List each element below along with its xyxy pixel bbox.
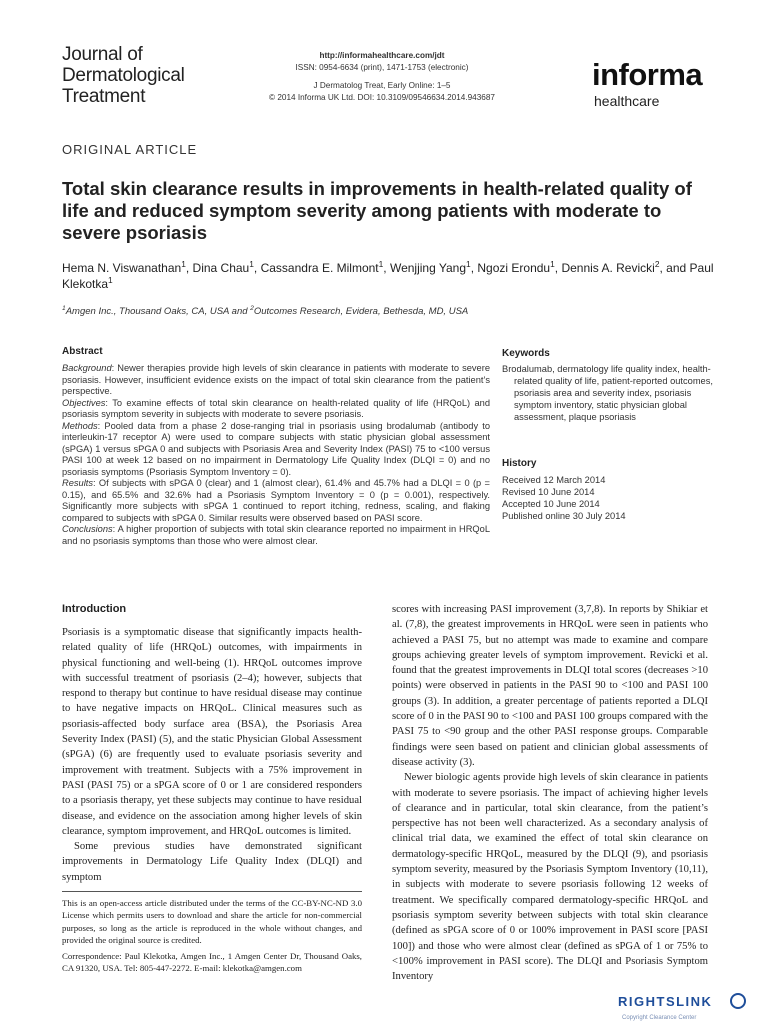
author-name: Cassandra E. Milmont: [260, 261, 379, 275]
abstract-section-text: : Pooled data from a phase 2 dose-ranging trial in psoriasis using brodalumab (antibody to interleukin-17 receptor A) were used to compare subjects with static physician global assessment (sPGA) 1 versus sPGA 0 and subjects with Psoriasis Area and Severity Index (PASI) 75 to <100 versus PASI 100 at week 12 based on no impairment in Dermatology Life Quality Index (DLQI = 0) and no psoriasis symptoms (Psoriasis Symptom Inventory = 0).: [62, 420, 490, 477]
author-name: Paul Klekotka: [62, 261, 714, 291]
abstract-section: [62, 524, 490, 547]
affiliation-text: Outcomes Research, Evidera, Bethesda, MD, USA: [253, 306, 469, 317]
rightslink-ring-icon: [731, 994, 745, 1008]
body-paragraph: scores with increasing PASI improvement (3,7,8). In reports by Shikiar et al. (7,8), the greatest improvements in HRQoL were seen in patients who achieved a PASI 75, but no attempt was made to examine and compare groups achieving greater levels of symptom improvement. Revicki et al. found that the greatest improvements in DLQI total scores (decreases >10 points) were observed in patients in the PASI 90 to <100 and PASI 100 groups (3). In addition, a greater percentage of patients reported a DLQI score of 0 in the PASI 90 to <100 and PASI 100 groups compared with the PASI 75 to <90 group and the other PASI response groups. Comparable findings were seen based on patient and clinician global assessments of disease activity (3).: [392, 604, 708, 768]
abstract-heading: Abstract: [62, 346, 103, 357]
keywords-text: Brodalumab, dermatology life quality index, health-related quality of life, patient-reported outcomes, psoriasis area and severity index, psoriasis symptom inventory, static physician global assessment, plaque psoriasis: [502, 364, 713, 422]
history-accepted: Accepted 10 June 2014: [502, 499, 600, 509]
publisher-subtitle: healthcare: [594, 93, 660, 109]
journal-logo: [62, 44, 222, 107]
abstract-section-text: : Newer therapies provide high levels of skin clearance in patients with moderate to severe psoriasis. However, insufficient evidence exists on the impact of total skin clearance from the patient’s perspective.: [62, 363, 490, 396]
copyright-doi: © 2014 Informa UK Ltd. DOI: 10.3109/09546634.2014.943687: [269, 93, 495, 102]
introduction-heading: Introduction: [62, 603, 127, 615]
abstract-section: [62, 478, 490, 524]
citation: J Dermatolog Treat, Early Online: 1–5: [313, 81, 451, 90]
author-affiliation-mark: 2: [654, 259, 660, 269]
journal-name-line: Dermatological: [62, 65, 185, 86]
abstract-section-text: : A higher proportion of subjects with total skin clearance reported no impairment in HRQoL and no psoriasis symptoms than those who were almost clear.: [62, 524, 490, 546]
author-name: Hema N. Viswanathan: [62, 261, 182, 275]
rightslink-tagline: Copyright Clearance Center: [622, 1015, 697, 1021]
journal-header-info: [262, 50, 502, 104]
author-name: Dennis A. Revicki: [561, 261, 655, 275]
journal-url[interactable]: http://informahealthcare.com/jdt: [319, 51, 445, 60]
author-name: Dina Chau: [192, 261, 250, 275]
abstract-body: [62, 363, 490, 547]
author-list: Hema N. Viswanathan$^1$, Dina Chau$^1$, Cassandra E. Milmont$^1$, Wenjjing Yang$^1$, Ngozi Erondu$^1$, Dennis A. Revicki$^2$, and Paul Klekotka$^1$: [62, 259, 714, 291]
rightslink-wordmark: RIGHTSLINK: [618, 994, 713, 1009]
author-affiliation-mark: 1: [249, 259, 254, 269]
abstract-section-label: Methods: [62, 420, 98, 431]
affiliation-number: 2: [250, 304, 254, 312]
journal-name-line: Treatment: [62, 86, 146, 107]
author-name: Wenjjing Yang: [389, 261, 467, 275]
issn: ISSN: 0954-6634 (print), 1471-1753 (electronic): [295, 63, 469, 72]
abstract-section-label: Conclusions: [62, 524, 113, 534]
abstract-section: [62, 421, 490, 479]
author-affiliation-mark: 1: [378, 259, 384, 269]
affiliation-number: 1: [62, 304, 66, 312]
article-type-label: ORIGINAL ARTICLE: [62, 142, 198, 157]
publisher-logo: informa: [592, 57, 703, 92]
rightslink-logo[interactable]: [600, 988, 760, 1024]
history-published: Published online 30 July 2014: [502, 511, 626, 521]
abstract-section: [62, 363, 490, 398]
history-received: Received 12 March 2014: [502, 475, 606, 485]
history-heading: History: [502, 458, 537, 469]
article-title: Total skin clearance results in improvements in health-related quality of life and reduced symptom severity among patients with moderate to severe psoriasis: [62, 178, 692, 243]
author-affiliation-mark: 1: [108, 275, 113, 285]
body-column-right: [392, 602, 708, 984]
abstract-section-label: Background: [62, 363, 112, 373]
correspondence-note: Correspondence: Paul Klekotka, Amgen Inc., 1 Amgen Center Dr, Thousand Oaks, CA 91320, USA. Tel: 805-447-2272. E-mail: klekotka@amgen.com: [62, 951, 362, 974]
affiliation-text: Amgen Inc., Thousand Oaks, CA, USA and: [65, 306, 251, 317]
author-affiliation-mark: 1: [181, 259, 186, 269]
abstract-section: [62, 398, 490, 421]
abstract-section-text: : To examine effects of total skin clearance on health-related quality of life (HRQoL) and psoriasis symptom severity in subjects with moderate to severe psoriasis.: [62, 397, 490, 419]
body-column-left: [62, 625, 362, 885]
footnotes: [62, 897, 362, 979]
author-affiliation-mark: 1: [466, 259, 471, 269]
history-list: [502, 474, 712, 522]
keywords-heading: Keywords: [502, 348, 550, 359]
body-paragraph: Some previous studies have demonstrated significant improvements in Dermatology Life Quality Index (DLQI) and symptom: [62, 841, 362, 883]
body-paragraph: Psoriasis is a symptomatic disease that significantly impacts health-related quality of life (HRQoL) outcomes, with impairments in physical functioning and well-being (1). HRQoL outcomes improve with successful treatment of psoriasis (2–4); however, subjects that respond to therapy but continue to have residual disease may continue to have negative impacts on HRQoL. Clinical measures such as psoriasis-affected body surface area (BSA), the Psoriasis Area Severity Index (PASI) (5), and the static Physician Global Assessment (sPGA) (6) are frequently used to evaluate psoriasis severity and improvement with treatment. Subjects with a 75% improvement in PASI (PASI 75) or a sPGA score of 0 or 1 are considered responders to a psoriasis therapy, yet these subjects may continue to have residual disease, and evidence on the association among higher levels of skin clearance, symptom improvement, and HRQoL outcomes is limited.: [62, 627, 362, 837]
license-note: This is an open-access article distributed under the terms of the CC-BY-NC-ND 3.0 License which permits users to download and share the article for non-commercial purposes, so long as the article is reproduced in the whole without changes, and provided the original source is credited.: [62, 898, 362, 945]
footnote-divider: [62, 891, 362, 892]
body-paragraph: Newer biologic agents provide high levels of skin clearance in patients with moderate to severe psoriasis. The impact of achieving higher levels of clearance and in particular, total skin clearance, from the patient’s perspective has not been well characterized. As a secondary analysis of clinical trial data, we examined the effect of total skin clearance on dermatology-specific HRQoL, measured by the DLQI (9), and psoriasis symptom severity, measured by the Psoriasis Symptom Inventory (10,11), in subjects with moderate to severe psoriasis following 12 weeks of treatment. We specifically compared dermatology-specific HRQoL and psoriasis symptom severity between subjects with total skin clearance (defined as sPGA score of 0 or 100% improvement in PASI score [PASI 100]) and those who were almost clear (defined as sPGA of 1 or 75% to <100% improvement in PASI score). The DLQI and Psoriasis Symptom Inventory: [392, 772, 708, 983]
author-affiliation-mark: 1: [550, 259, 555, 269]
abstract-section-label: Objectives: [62, 397, 106, 408]
abstract-section-label: Results: [62, 478, 94, 488]
journal-name-line: Journal of: [62, 44, 143, 65]
history-revised: Revised 10 June 2014: [502, 487, 595, 497]
affiliations: [62, 306, 722, 317]
author-name: Ngozi Erondu: [477, 261, 551, 275]
abstract-section-text: : Of subjects with sPGA 0 (clear) and 1 (almost clear), 61.4% and 45.7% had a DLQI = 0 (p = 0.15), and 65.5% and 32.6% had a Psoriasis Symptom Inventory = 0 (p = 0.001), respectively. Significantly more subjects with sPGA 1 continued to report itching, redness, scaling, and flaking compared to subjects with sPGA 0. Similar results were observed based on PASI score.: [62, 478, 490, 523]
